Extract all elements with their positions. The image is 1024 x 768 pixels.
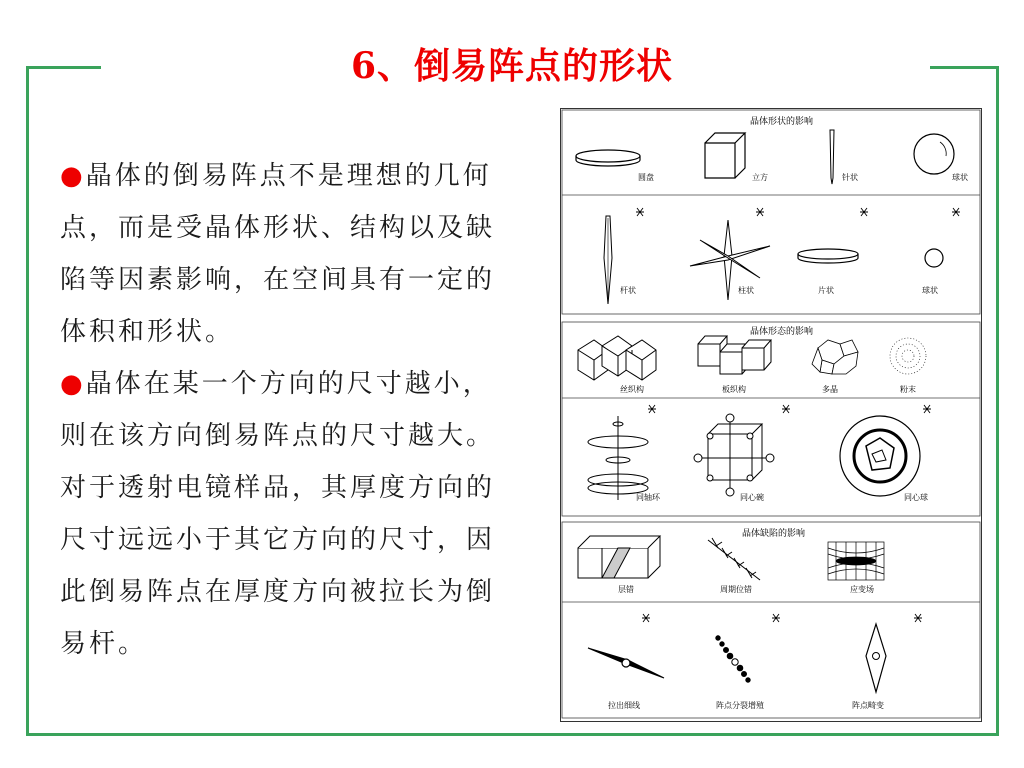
section-heading: 晶体形态的影响 (750, 327, 814, 337)
shape-label: 球状 (922, 286, 938, 295)
shape-label: 阵点畸变 (852, 701, 884, 710)
shape-label: 周期位错 (720, 585, 752, 594)
shape-label: 片状 (818, 286, 834, 295)
stacking-fault-shape (578, 536, 660, 578)
frame-right-border (996, 66, 999, 736)
small-sphere-shape (925, 249, 943, 267)
shape-label: 圆盘 (638, 173, 654, 182)
shape-label: 球状 (952, 173, 968, 182)
shape-label: 应变场 (850, 585, 874, 594)
shape-label: 柱状 (738, 286, 754, 295)
bullet-marker: ● (60, 369, 86, 399)
frame-left-border (26, 66, 29, 736)
streak-line-node (622, 659, 630, 667)
powder-shape (890, 338, 926, 374)
section-heading: 晶体缺陷的影响 (742, 529, 806, 539)
bullet-text: 晶体在某一个方向的尺寸越小，则在该方向倒易阵点的尺寸越大。对于透射电镜样品，其厚度方向的尺寸远远小于其它方向的尺寸，因此倒易阵点在厚度方向被拉长为倒易杆。 (60, 369, 496, 659)
slide-title: 6、倒易阵点的形状 (350, 45, 674, 87)
bullet-text: 晶体的倒易阵点不是理想的几何点，而是受晶体形状、结构以及缺陷等因素影响，在空间具有一定的体积和形状。 (60, 161, 496, 347)
plate-shape (798, 249, 858, 259)
shape-label: 拉出细线 (608, 701, 640, 710)
bullet-list (60, 150, 515, 670)
shape-label: 立方 (752, 173, 768, 182)
shape-label: 阵点分裂增殖 (716, 701, 764, 710)
shape-label: 板织构 (722, 385, 746, 394)
distorted-point-node (873, 653, 880, 660)
shape-label: 针状 (842, 173, 858, 182)
sphere-shape (914, 134, 954, 174)
shape-label: 杆状 (620, 286, 636, 295)
bullet-marker: ● (60, 161, 86, 191)
shape-label: 层错 (618, 585, 634, 594)
shape-label: 多晶 (822, 385, 838, 394)
frame-top-right-border (930, 66, 999, 69)
shape-label: 同轴环 (636, 493, 660, 502)
shape-label: 同心碗 (740, 493, 764, 502)
figure-svg (560, 108, 982, 722)
shape-label: 丝织构 (620, 385, 644, 394)
reciprocal-lattice-figure (560, 108, 982, 722)
frame-top-left-border (26, 66, 101, 69)
shape-label: 同心球 (904, 493, 928, 502)
needle-shape (830, 130, 834, 184)
shape-label: 粉末 (900, 385, 916, 394)
frame-bottom-border (26, 733, 999, 736)
fiber-texture-shape (578, 336, 656, 380)
figure-border (561, 109, 982, 722)
disc-shape (576, 150, 640, 162)
section-heading: 晶体形状的影响 (750, 117, 814, 127)
